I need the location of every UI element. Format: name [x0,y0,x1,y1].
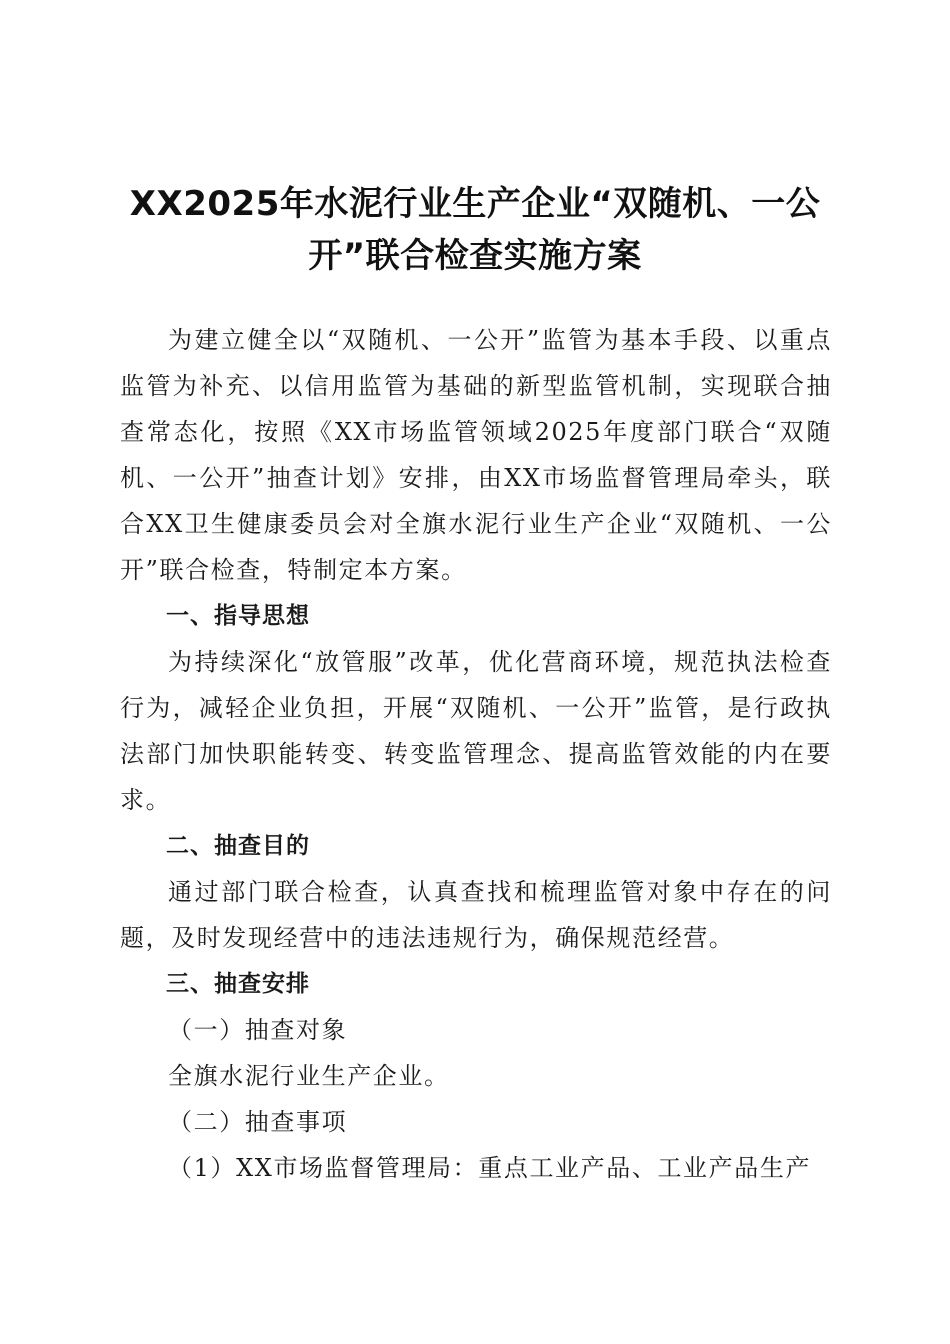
subsection-text-inspection-targets: 全旗水泥行业生产企业。 [168,1062,450,1090]
subsection-heading-inspection-targets: （一）抽查对象 [168,1016,348,1044]
document-body [120,317,832,1191]
intro-paragraph: 为建立健全以“双随机、一公开”监管为基本手段、以重点监管为补充、以信用监管为基础的新型监管机制，实现联合抽查常态化，按照《XX市场监管领域2025年度部门联合“双随机、一公开”抽查计划》安排，由XX市场监督管理局牵头，联合XX卫生健康委员会对全旗水泥行业生产企业“双随机、一公开”联合检查，特制定本方案。 [120,326,832,584]
subsection-heading-inspection-items: （二）抽查事项 [168,1108,348,1136]
section-paragraph-inspection-purpose: 通过部门联合检查，认真查找和梳理监管对象中存在的问题，及时发现经营中的违法违规行为，确保规范经营。 [120,878,832,952]
inspection-item-1: （1）XX市场监督管理局：重点工业产品、工业产品生产 [168,1154,812,1182]
section-heading-inspection-arrangement: 三、抽查安排 [166,971,310,997]
document-title [100,178,850,282]
section-paragraph-guiding-ideology: 为持续深化“放管服”改革，优化营商环境，规范执法检查行为，减轻企业负担，开展“双随机、一公开”监管，是行政执法部门加快职能转变、转变监管理念、提高监管效能的内在要求。 [120,648,832,814]
section-heading-inspection-purpose: 二、抽查目的 [166,833,310,859]
section-heading-guiding-ideology: 一、指导思想 [166,603,310,629]
document-title-line-1: XX2025年水泥行业生产企业“双随机、一公 [129,184,821,224]
document-title-line-2: 开”联合检查实施方案 [308,236,642,276]
